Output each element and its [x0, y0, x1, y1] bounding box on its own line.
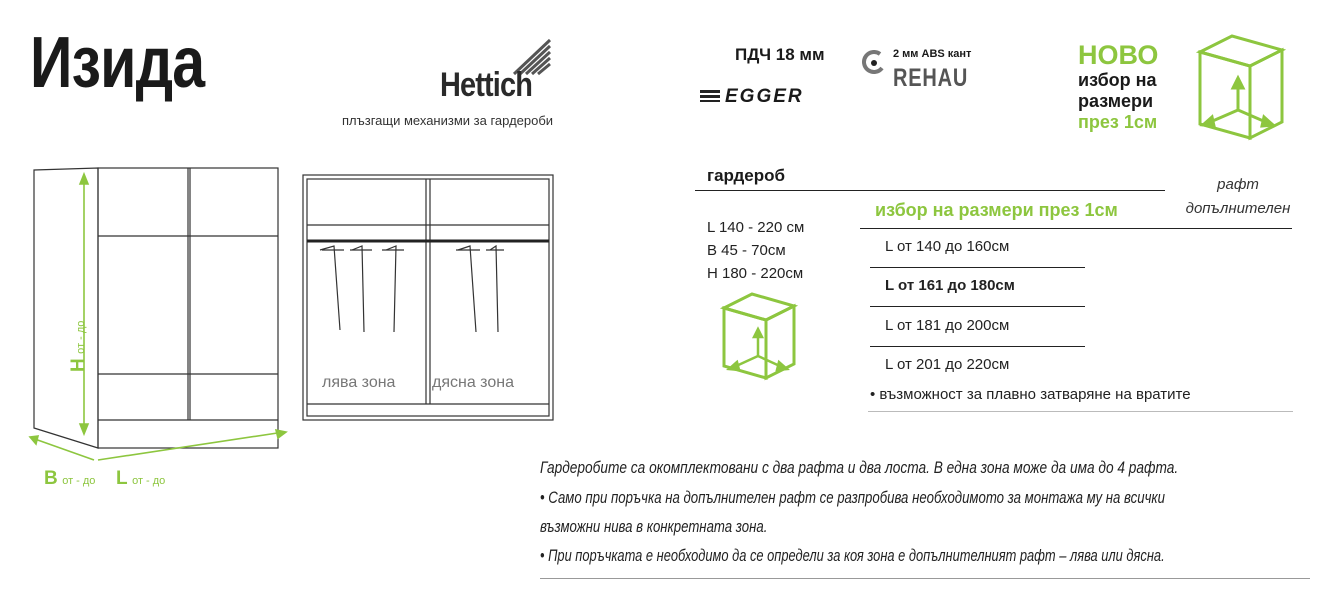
l-letter: L: [116, 468, 128, 489]
egger-mark-icon: [700, 90, 722, 102]
height-label: [68, 321, 90, 372]
cube-large-icon: [1190, 30, 1290, 145]
h-range: от - до: [75, 320, 87, 354]
divider: [870, 267, 1085, 268]
hettich-logo: Hettich: [440, 66, 532, 104]
size-row: L от 140 до 160см: [885, 238, 1010, 255]
h-letter: H: [68, 358, 89, 372]
dim-b: B 45 - 70см: [707, 242, 786, 259]
divider: [695, 190, 1165, 191]
note-line: • Само при поръчка на допълнителен рафт се разпробива необходимото за монтажа му на всички: [540, 489, 1165, 507]
sizes-heading: избор на размери през 1см: [875, 200, 1118, 220]
divider: [540, 578, 1310, 579]
cube-small-icon: [718, 290, 800, 382]
soft-close-note: • възможност за плавно затваряне на вратите: [870, 386, 1191, 403]
hettich-subtitle: плъзгащи механизми за гардероби: [342, 113, 554, 128]
product-name: гардероб: [707, 166, 786, 185]
right-zone-label: дясна зона: [432, 374, 514, 391]
egger-logo: EGGER: [725, 86, 804, 107]
dim-h: H 180 - 220см: [707, 265, 804, 282]
novo-badge: [1078, 40, 1158, 133]
novo-line-2: размери: [1078, 91, 1154, 111]
size-row: L от 201 до 220см: [885, 356, 1010, 373]
rehau-logo: REHAU: [893, 64, 969, 92]
extra-shelf-label: [1183, 173, 1293, 221]
novo-line-3: през 1см: [1078, 112, 1158, 132]
novo-line-1: избор на: [1078, 70, 1157, 90]
length-label: [116, 468, 165, 490]
note-line: Гардеробите са окомплектовани с два рафта и два лоста. В една зона може да има до 4 рафта.: [540, 459, 1179, 477]
depth-label: [44, 468, 95, 490]
divider: [870, 346, 1085, 347]
b-range: от - до: [62, 475, 96, 487]
rehau-swoosh-icon: [860, 50, 886, 76]
product-dims: [707, 216, 804, 285]
note-line: възможни нива в конкретната зона.: [540, 518, 768, 536]
dim-l: L 140 - 220 см: [707, 219, 805, 236]
page-title: Изида: [30, 23, 205, 103]
divider: [868, 411, 1293, 412]
divider: [860, 228, 1292, 229]
left-zone-label: лява зона: [322, 374, 396, 391]
novo-title: НОВО: [1078, 40, 1159, 70]
edge-spec: 2 мм ABS кант: [893, 48, 972, 60]
extra-shelf-line-2: допълнителен: [1185, 200, 1291, 217]
l-range: от - до: [132, 475, 166, 487]
size-row: L от 161 до 180см: [885, 277, 1015, 294]
board-spec: ПДЧ 18 мм: [735, 45, 825, 64]
extra-shelf-line-1: рафт: [1217, 176, 1259, 193]
b-letter: B: [44, 468, 58, 489]
divider: [870, 306, 1085, 307]
size-row: L от 181 до 200см: [885, 317, 1010, 334]
note-line: • При поръчката е необходимо да се определи за коя зона е допълнителният рафт – лява или дясна.: [540, 547, 1165, 565]
